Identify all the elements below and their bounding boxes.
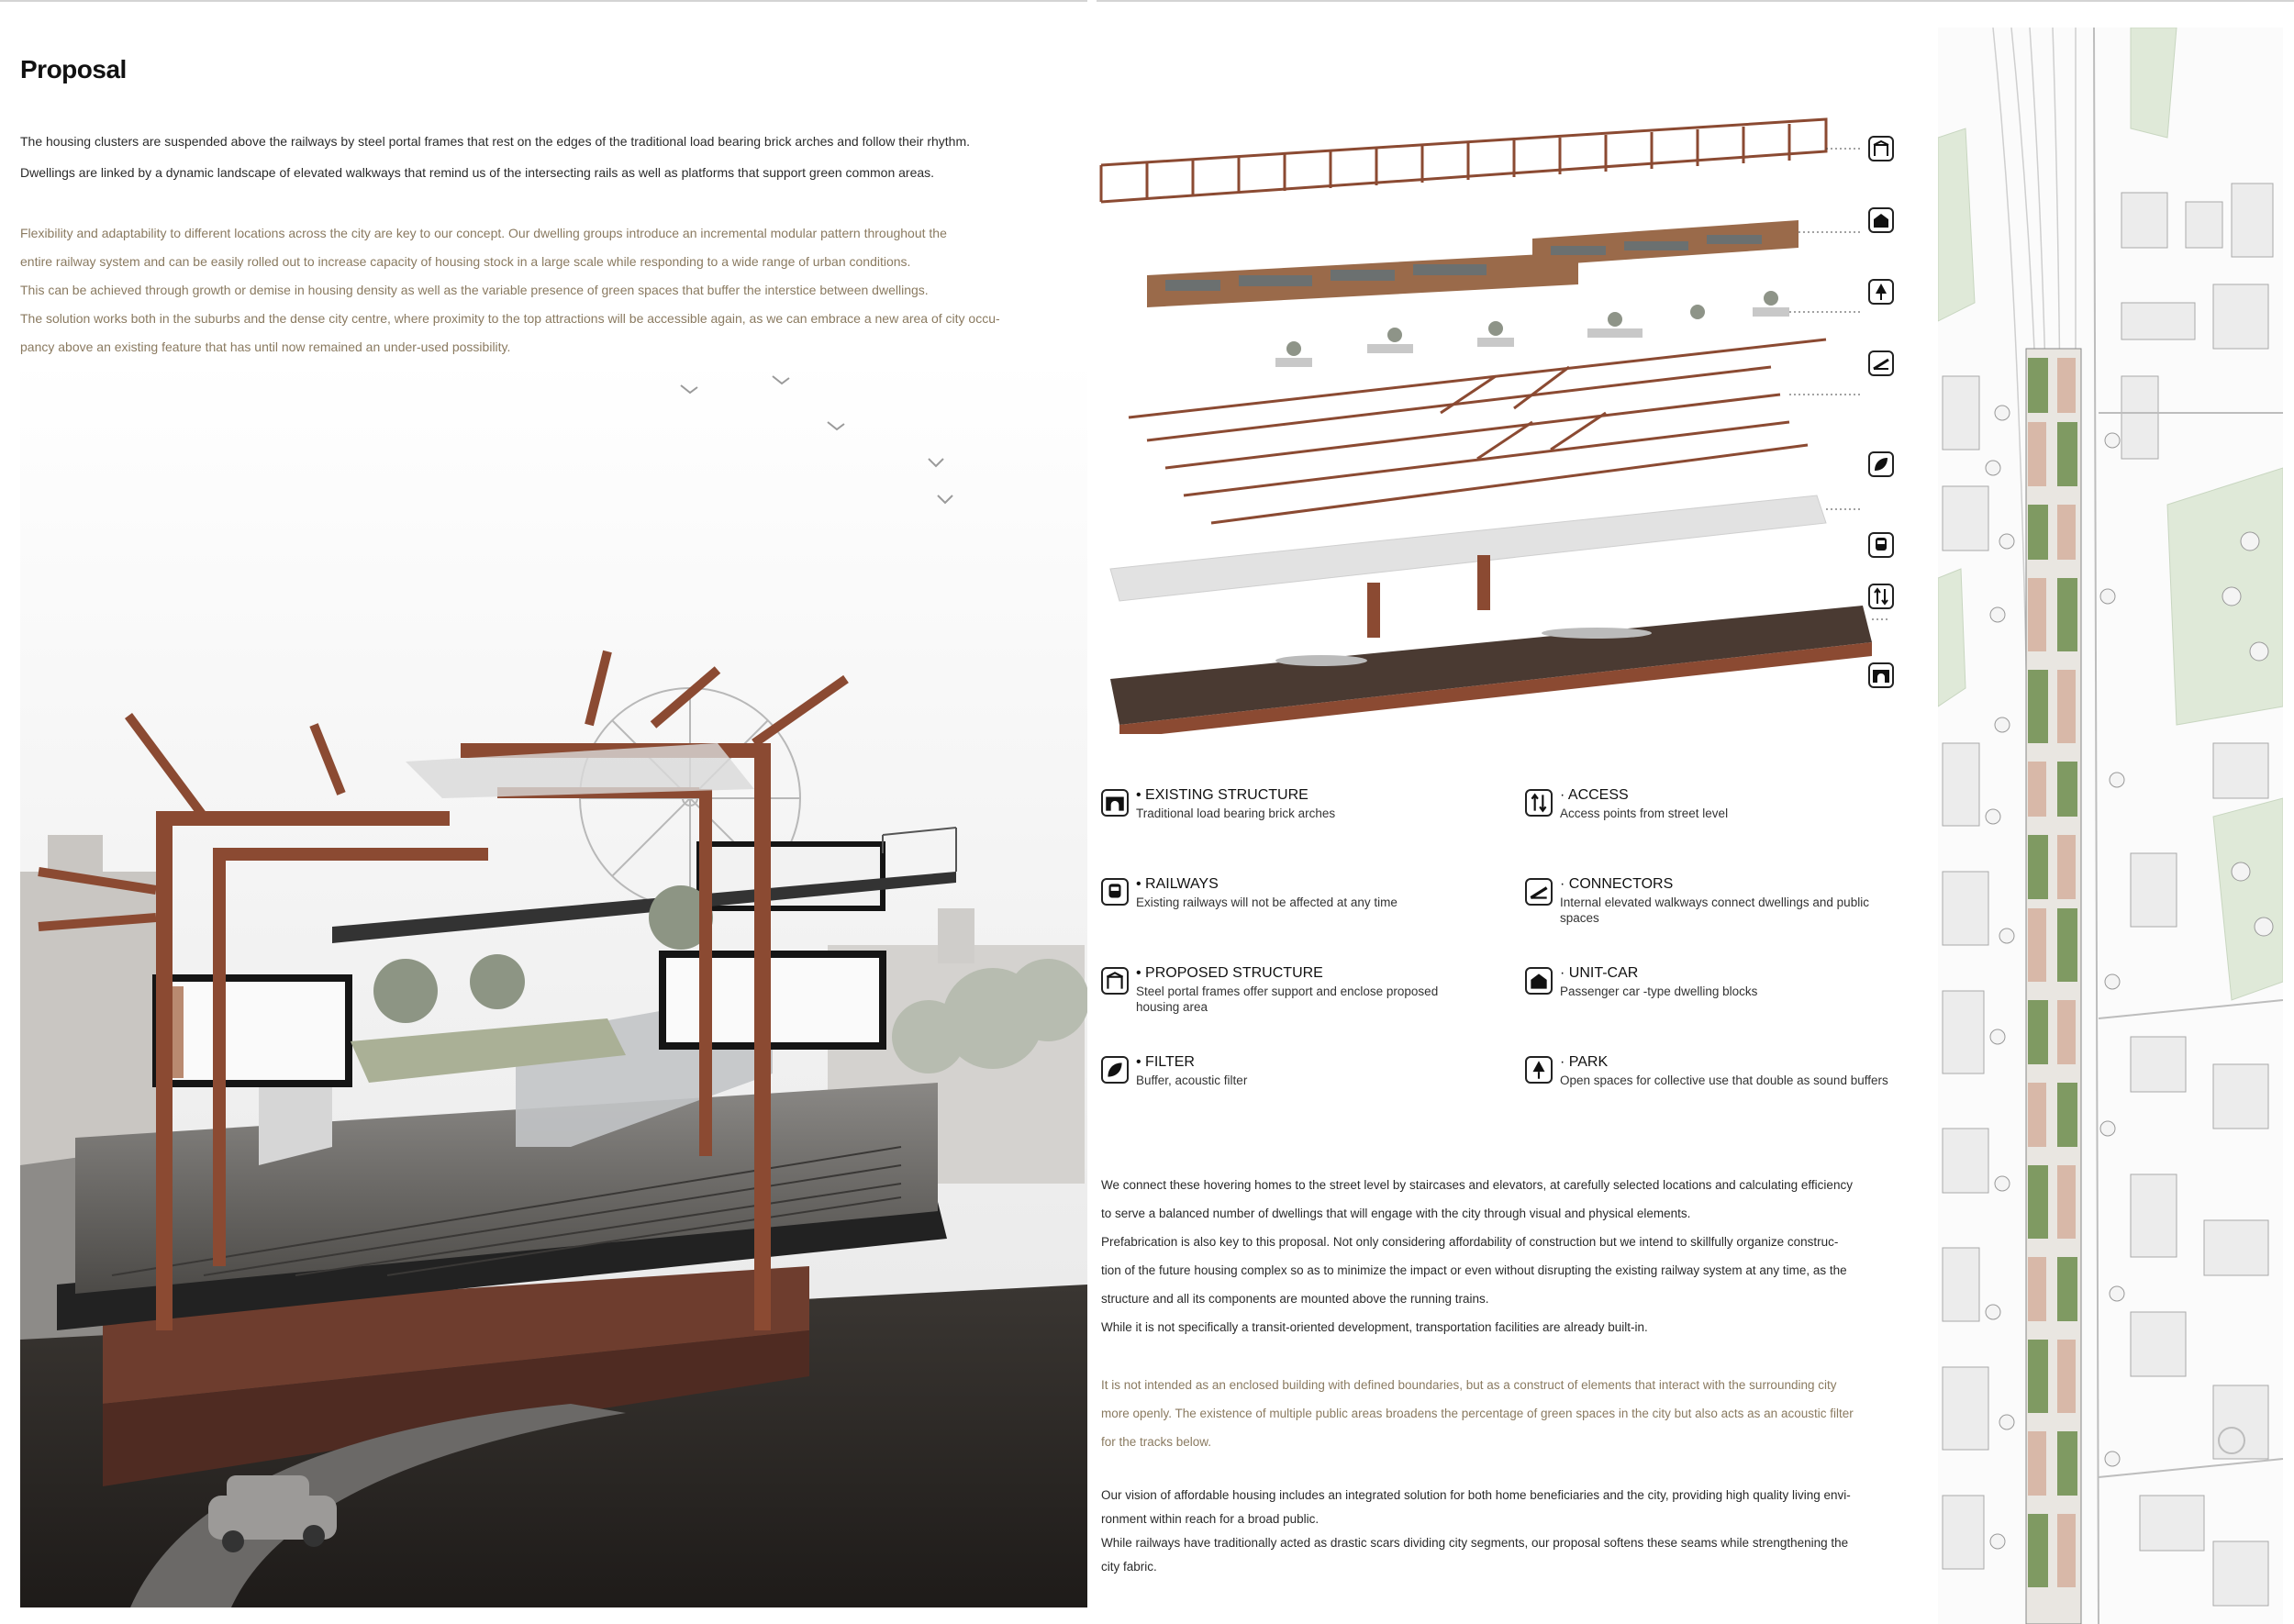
proposal-strip (2026, 349, 2081, 1624)
legend-desc: Open spaces for collective use that double as sound buffers (1560, 1073, 1888, 1087)
body-line: Our vision of affordable housing includes an integrated solution for both home beneficiaries and the city, providing high quality living envi- (1101, 1488, 1851, 1502)
page-title: Proposal (20, 55, 127, 83)
layer-access-arrows-icon (1868, 584, 1894, 609)
concept-line-3: This can be achieved through growth or demise in housing density as well as the variable presence of green spaces that buffer the interstice between dwellings. (20, 283, 929, 297)
layer-brick-arch-icon (1868, 662, 1894, 688)
layer-house-icon (1868, 207, 1894, 233)
legend-title: • EXISTING STRUCTURE (1136, 787, 1308, 803)
axo-connectors (1129, 339, 1826, 523)
concept-line-1: Flexibility and adaptability to different locations across the city are key to our concept. Our dwelling groups introduce an incremental modular pattern throughout the (20, 226, 947, 240)
legend-title: · PARK (1560, 1054, 1609, 1070)
concept-line-5: pancy above an existing feature that has until now remained an under-used possibility. (20, 339, 511, 354)
access-arrows-icon (1525, 789, 1553, 817)
house-icon (1525, 967, 1553, 995)
perspective-render (20, 358, 1087, 1607)
legend-desc: Steel portal frames offer support and enclose proposed housing area (1136, 984, 1439, 1014)
body-line: city fabric. (1101, 1560, 1157, 1574)
exploded-axonometric (1092, 92, 1918, 734)
legend-desc: Traditional load bearing brick arches (1136, 806, 1336, 820)
layer-train-icon (1868, 532, 1894, 558)
legend-desc: Access points from street level (1560, 806, 1729, 820)
axo-unit-cars (1147, 220, 1798, 307)
walkway-icon (1525, 878, 1553, 906)
concept-line-2: entire railway system and can be easily rolled out to increase capacity of housing stock in a large scale while responding to a wide range of urban conditions. (20, 254, 911, 269)
portal-frame-icon (1101, 967, 1129, 995)
site-plan (1938, 28, 2283, 1624)
legend-desc: Buffer, acoustic filter (1136, 1073, 1248, 1087)
layer-walkway-icon (1868, 350, 1894, 376)
tree-icon (1525, 1056, 1553, 1084)
body-line: to serve a balanced number of dwellings that will engage with the city through visual and physical elements. (1101, 1207, 1691, 1220)
axo-portal-frames (1101, 119, 1826, 202)
housing-box-left (156, 978, 349, 1084)
legend-desc: Internal elevated walkways connect dwellings and public spaces (1560, 895, 1869, 925)
legend-title: • PROPOSED STRUCTURE (1136, 965, 1323, 981)
concept-line-4: The solution works both in the suburbs and the dense city centre, where proximity to the top attractions will be accessible again, as we can embrace a new area of city occu- (20, 311, 1000, 326)
intro-line-2: Dwellings are linked by a dynamic landscape of elevated walkways that remind us of the intersecting rails as well as platforms that support green common areas. (20, 165, 935, 180)
body-line: Prefabrication is also key to this proposal. Not only considering affordability of construction but we intend to skillfully organize construc- (1101, 1235, 1839, 1249)
body-line: While it is not specifically a transit-oriented development, transportation facilities are already built-in. (1101, 1320, 1648, 1334)
body-line: for the tracks below. (1101, 1435, 1212, 1449)
legend-title: · ACCESS (1560, 787, 1629, 803)
body-line: It is not intended as an enclosed building with defined boundaries, but as a construct of elements that interact with the surrounding city (1101, 1378, 1837, 1392)
legend-title: • FILTER (1136, 1054, 1195, 1070)
body-line: While railways have traditionally acted as drastic scars dividing city segments, our proposal softens these seams while strengthening the (1101, 1536, 1849, 1550)
axo-filter (1110, 495, 1826, 601)
legend-desc: Existing railways will not be affected at any time (1136, 895, 1398, 909)
layer-portal-frame-icon (1868, 136, 1894, 161)
legend-desc: Passenger car -type dwelling blocks (1560, 984, 1758, 998)
legend-title: · CONNECTORS (1560, 876, 1674, 892)
axo-park (1275, 291, 1789, 367)
layer-tree-icon (1868, 279, 1894, 305)
body-line: ronment within reach for a broad public. (1101, 1512, 1320, 1526)
body-line: structure and all its components are mounted above the running trains. (1101, 1292, 1489, 1306)
legend-title: · UNIT-CAR (1560, 965, 1639, 981)
brick-arch-icon (1101, 789, 1129, 817)
layer-leaf-icon (1868, 451, 1894, 477)
body-line: more openly. The existence of multiple public areas broadens the percentage of green spaces in the city but also acts as an acoustic filter (1101, 1407, 1854, 1420)
housing-box-right (663, 954, 883, 1046)
intro-line-1: The housing clusters are suspended above the railways by steel portal frames that rest on the edges of the traditional load bearing brick arches and follow their rhythm. (20, 134, 971, 149)
legend-title: • RAILWAYS (1136, 876, 1219, 892)
body-line: We connect these hovering homes to the street level by staircases and elevators, at carefully selected locations and calculating efficiency (1101, 1178, 1853, 1192)
left-panel (18, 0, 1087, 1622)
body-line: tion of the future housing complex so as to minimize the impact or even without disrupting the existing railway system at any time, as the (1101, 1263, 1847, 1277)
train-icon (1101, 878, 1129, 906)
middle-panel (1092, 0, 1918, 1622)
leaf-icon (1101, 1056, 1129, 1084)
